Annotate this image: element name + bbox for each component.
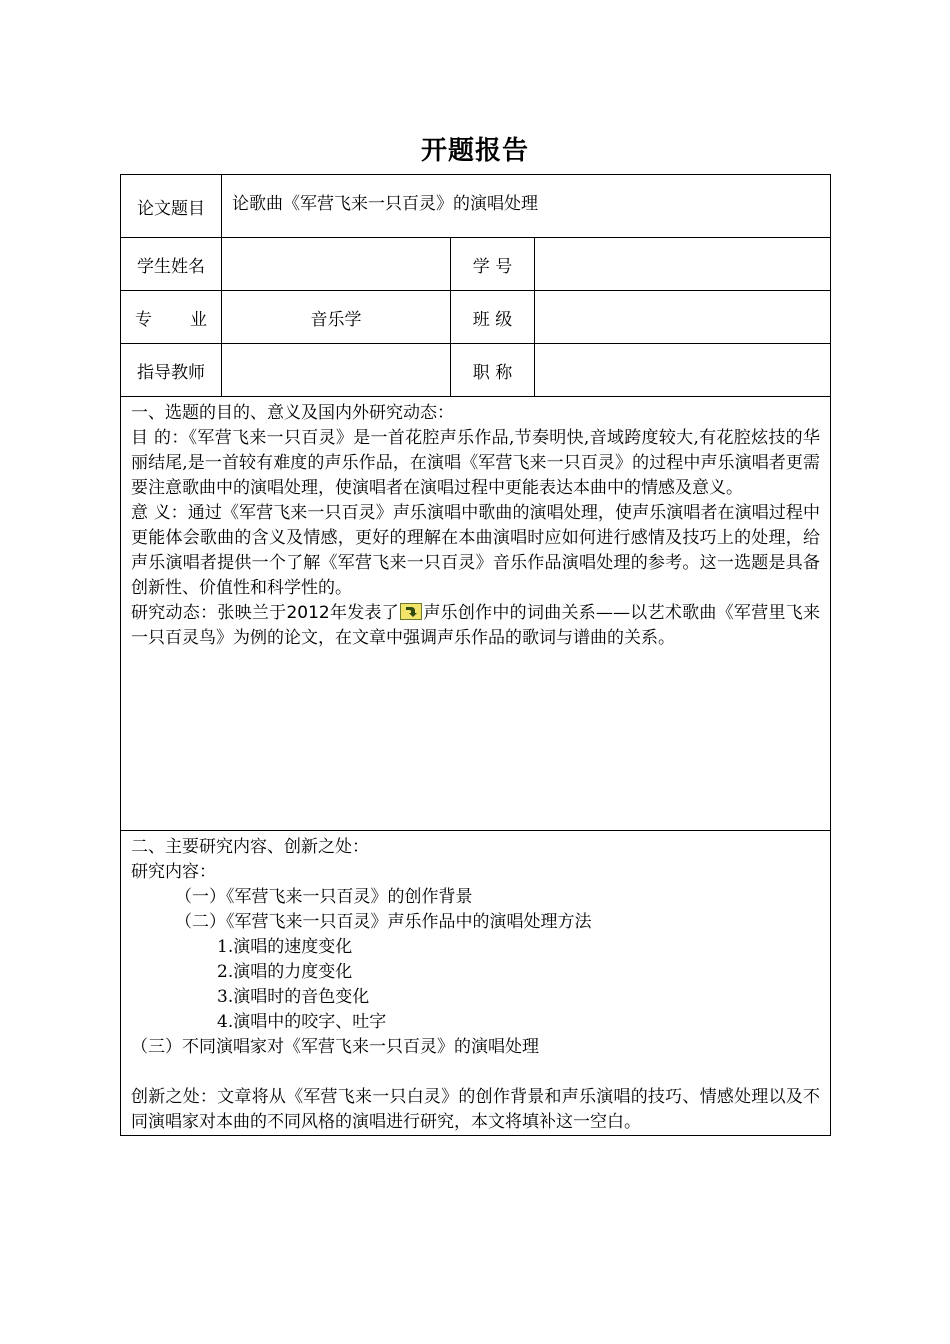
major-label: 专业 [121, 291, 222, 344]
student-name-value [222, 238, 451, 291]
student-id-value [535, 238, 831, 291]
student-name-label: 学生姓名 [121, 238, 222, 291]
content-item-3: （三）不同演唱家对《军营飞来一只百灵》的演唱处理 [131, 1037, 539, 1057]
section1-block [121, 397, 831, 831]
advisor-label: 指导教师 [121, 344, 222, 397]
class-label: 班 级 [451, 291, 535, 344]
section1-heading: 一、选题的目的、意义及国内外研究动态： [131, 403, 454, 423]
content-subitem-2: 2.演唱的力度变化 [217, 962, 353, 982]
row-thesis-title [121, 175, 831, 238]
content-subitem-1: 1.演唱的速度变化 [217, 937, 353, 957]
row-student [121, 238, 831, 291]
content-subitem-4: 4.演唱中的咬字、吐字 [217, 1012, 387, 1032]
research-rest: 声乐创作中的词曲关系——以艺术歌曲《军营里飞来一只百灵鸟》为例的论文，在文章中强调声乐作品的歌词与谱曲的关系。 [131, 603, 821, 648]
section1-research [131, 601, 820, 651]
document-link-icon[interactable] [400, 603, 422, 620]
rank-label: 职 称 [451, 344, 535, 397]
section2-block [121, 831, 831, 1136]
advisor-value [222, 344, 451, 397]
content-item-2: （二）《军营飞来一只百灵》声乐作品中的演唱处理方法 [175, 912, 592, 932]
report-form-table [120, 174, 831, 1136]
innovation-text: 创新之处：文章将从《军营飞来一只白灵》的创作背景和声乐演唱的技巧、情感处理以及不同演唱家对本曲的不同风格的演唱进行研究，本文将填补这一空白。 [131, 1087, 820, 1132]
research-mid: 年发表了 [329, 603, 400, 623]
page-title: 开题报告 [420, 136, 529, 166]
row-section1 [121, 397, 831, 831]
section1-significance: 意 义：通过《军营飞来一只百灵》声乐演唱中歌曲的演唱处理，使声乐演唱者在演唱过程中更能体会歌曲的含义及情感，更好的理解在本曲演唱时应如何进行感情及技巧上的处理，给声乐演唱者提供一个了解《军营飞来一只百灵》音乐作品演唱处理的参考。这一选题是具备创新性、价值性和科学性的。 [131, 503, 820, 598]
row-section2 [121, 831, 831, 1136]
thesis-title-value: 论歌曲《军营飞来一只百灵》的演唱处理 [222, 175, 831, 238]
section1-purpose: 目 的：《军营飞来一只百灵》是一首花腔声乐作品,节奏明快,音域跨度较大,有花腔炫技的华丽结尾,是一首较有难度的声乐作品，在演唱《军营飞来一只百灵》的过程中声乐演唱者更需要注意歌曲中的演唱处理，使演唱者在演唱过程中更能表达本曲中的情感及意义。 [131, 428, 820, 498]
thesis-title-label: 论文题目 [121, 175, 222, 238]
research-prefix: 研究动态：张映兰于 [131, 603, 287, 623]
spacer [131, 1060, 820, 1085]
section2-heading: 二、主要研究内容、创新之处： [131, 837, 369, 857]
row-major [121, 291, 831, 344]
content-subitem-3: 3.演唱时的音色变化 [217, 987, 370, 1007]
major-value: 音乐学 [222, 291, 451, 344]
research-year: 2012 [286, 603, 330, 623]
class-value [535, 291, 831, 344]
student-id-label: 学 号 [451, 238, 535, 291]
research-content-label: 研究内容： [131, 862, 216, 882]
content-item-1: （一）《军营飞来一只百灵》的创作背景 [175, 887, 473, 907]
row-advisor [121, 344, 831, 397]
rank-value [535, 344, 831, 397]
